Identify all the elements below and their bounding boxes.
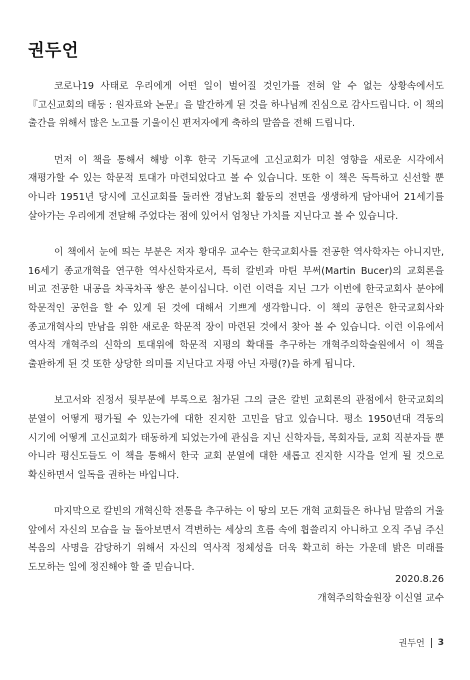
paragraph-2: 먼저 이 책을 통해서 해방 이후 한국 기독교에 고신교회가 미친 영향을 새로운 시각에서 재평가할 수 있는 학문적 토대가 마련되었다고 볼 수 있습니다. 또한 이 책은 독특하고 신선할 뿐 아니라 1951년 당시에 고신교회를 둘러싼 경남노회 활동의 전면을 생생하게 담아내어 21세기를 살아가는 우리에게 전달해 주었다는 점에 있어서 엄청난 가치를 지닌다고 볼 수 있습니다. — [28, 154, 444, 222]
signature-date: 2020.8.26 — [395, 574, 444, 585]
page-title: 권두언 — [28, 41, 79, 61]
document-body — [28, 78, 444, 596]
page-number: 3 — [437, 637, 444, 648]
signature-block — [317, 571, 444, 608]
paragraph-3: 이 책에서 눈에 띄는 부분은 저자 황대우 교수는 한국교회사를 전공한 역사학자는 아니지만, 16세기 종교개혁을 연구한 역사신학자로서, 특히 칼빈과 마틴 부써(Martin Bucer)의 교회론을 비교 전공한 내공을 차곡차곡 쌓은 분이십니다. 이런 이력을 지닌 그가 이번에 한국교회사 분야에 학문적인 공헌을 할 수 있게 된 것에 대해서 기쁘게 생각합니다. 이 책의 공헌은 한국교회사와 종교개혁사의 만남을 위한 새로운 학문적 장이 마련된 것에서 찾아 볼 수 있습니다. 이런 이유에서 역사적 개혁주의 신학의 토대위에 학문적 지평의 확대를 추구하는 개혁주의학술원에서 이 책을 출판하게 된 것 또한 상당한 의미를 지닌다고 자평 아닌 자평(?)을 하게 됩니다. — [28, 247, 444, 370]
paragraph-4: 보고서와 진정서 뒷부분에 부록으로 첨가된 그의 글은 칼빈 교회론의 관점에서 한국교회의 분열이 어떻게 평가될 수 있는가에 대한 진지한 고민을 담고 있습니다. 평소 1950년대 격동의 시기에 어떻게 고신교회가 태동하게 되었는가에 관심을 지닌 신학자들, 목회자들, 교회 직분자들 뿐 아니라 평신도들도 이 책을 통해서 한국 교회 분열에 대한 새롭고 진지한 시각을 얻게 될 것으로 확신하면서 일독을 권하는 바입니다. — [28, 395, 444, 481]
footer-section-label: 권두언 — [398, 639, 425, 649]
page-footer — [399, 636, 444, 649]
paragraph-5: 마지막으로 칼빈의 개혁신학 전통을 추구하는 이 땅의 모든 개혁 교회들은 하나님 말씀의 거울 앞에서 자신의 모습을 늘 돌아보면서 격변하는 세상의 흐름 속에 휩쓸리지 아니하고 오직 주님 주신 복음의 사명을 감당하기 위해서 자신의 역사적 정체성을 더욱 확고히 하는 가운데 밝은 미래를 도모하는 일에 정진해야 할 줄 믿습니다. — [28, 506, 444, 574]
signature-author: 개혁주의학술원장 이신열 교수 — [317, 592, 444, 604]
footer-divider — [431, 638, 432, 648]
paragraph-1: 코로나19 사태로 우리에게 어떤 일이 벌어질 것인가를 전혀 알 수 없는 상황속에서도 『고신교회의 태동 : 원자료와 논문』을 발간하게 된 것을 하나님께 진심으로 감사드립니다. 이 책의 출간을 위해서 많은 노고를 기울이신 편저자에게 축하의 말씀을 전해 드립니다. — [28, 81, 444, 130]
